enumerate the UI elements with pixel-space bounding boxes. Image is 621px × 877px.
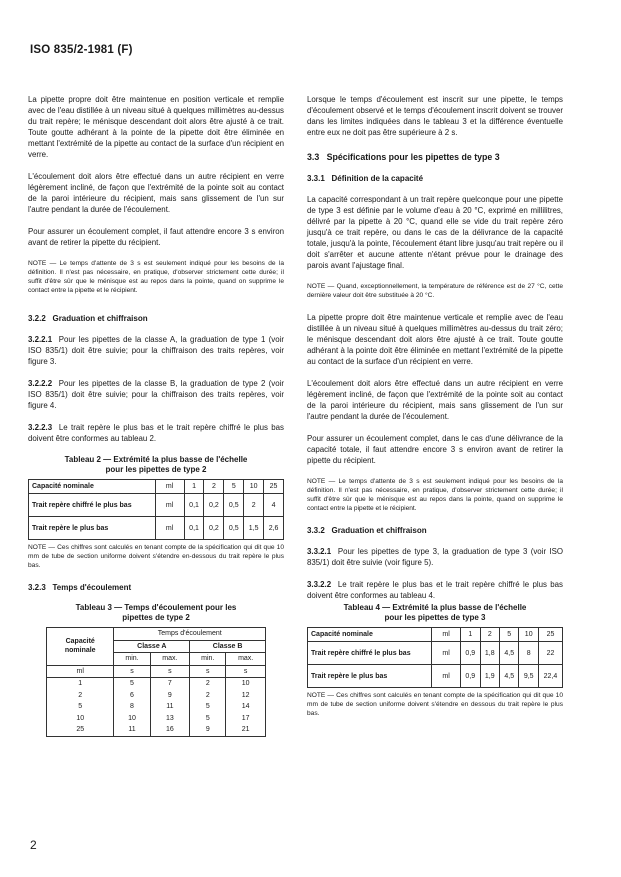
- table-cell: 4,5: [500, 642, 519, 665]
- unit-cell: s: [114, 665, 150, 678]
- table-cell: 0,5: [224, 517, 244, 540]
- clause-number: 3.2.2.1: [28, 335, 53, 344]
- clause-3-2-2-1: [28, 334, 284, 367]
- table-cell: 0,5: [224, 494, 244, 517]
- table-3-caption: [28, 603, 284, 623]
- paragraph: Pour assurer un écoulement complet, dans le cas d'une délivrance de la capacité totale, il faut attendre encore 3 s environ avant de retirer la pipette du récipient.: [307, 434, 563, 465]
- section-number: 3.2.3: [28, 583, 46, 592]
- section-heading-3-3: [307, 152, 563, 163]
- table-cell: 1: [184, 480, 204, 494]
- table-cell: 5: [47, 701, 114, 713]
- clause-number: 3.3.2.1: [307, 547, 332, 556]
- left-column: [28, 94, 284, 737]
- table-cell: 0,2: [204, 517, 224, 540]
- note: NOTE — Ces chiffres sont calculés en tenant compte de la spécification qui dit que 10 mm de tube de section uniforme doivent s'étendre en dessous du trait repère le plus bas.: [307, 692, 563, 717]
- row-label: Trait repère le plus bas: [29, 517, 156, 540]
- table-cell: 2: [244, 494, 264, 517]
- right-column: [307, 94, 563, 730]
- table-cell: 11: [114, 724, 150, 736]
- table-cell: 25: [47, 724, 114, 736]
- table-cell: 17: [226, 713, 266, 725]
- clause-3-2-2-3: [28, 422, 284, 444]
- caption-line: Tableau 4 — Extrémité la plus basse de l'échelle: [343, 603, 527, 612]
- section-number: 3.3.2: [307, 526, 325, 535]
- table-cell: 0,9: [461, 642, 480, 665]
- class-b-header: Classe B: [190, 640, 266, 653]
- unit-cell: s: [226, 665, 266, 678]
- clause-3-2-2-2: [28, 378, 284, 411]
- table-cell: 21: [226, 724, 266, 736]
- unit-cell: ml: [432, 642, 461, 665]
- table-cell: 10: [47, 713, 114, 725]
- section-number: 3.3.1: [307, 174, 325, 183]
- table-4: [307, 627, 563, 688]
- min-header: min.: [114, 653, 150, 666]
- unit-cell: ml: [432, 665, 461, 688]
- max-header: max.: [226, 653, 266, 666]
- section-title: Graduation et chiffraison: [331, 526, 427, 535]
- unit-cell: ml: [155, 494, 184, 517]
- caption-line: Tableau 3 — Temps d'écoulement pour les: [75, 603, 237, 612]
- caption-line: pour les pipettes de type 2: [105, 465, 207, 474]
- clause-number: 3.2.2.3: [28, 423, 53, 432]
- table-cell: 1,8: [480, 642, 499, 665]
- document-header: ISO 835/2-1981 (F): [30, 44, 133, 56]
- table-cell: 0,1: [184, 517, 204, 540]
- table-cell: 8: [114, 701, 150, 713]
- clause-text: Pour les pipettes de la classe B, la graduation de type 2 (voir ISO 835/1) doit être suivie; pour la chiffraison des traits repères, voir figure 4.: [28, 379, 284, 410]
- table-cell: 6: [114, 690, 150, 702]
- table-cell: 5: [500, 628, 519, 642]
- caption-line: pipettes de type 2: [122, 613, 190, 622]
- table-cell: 1: [47, 678, 114, 690]
- row-label: Capacité nominale: [29, 480, 156, 494]
- section-number: 3.2.2: [28, 314, 46, 323]
- unit-cell: s: [150, 665, 190, 678]
- table-cell: 0,1: [184, 494, 204, 517]
- table-cell: 2: [47, 690, 114, 702]
- paragraph: La capacité correspondant à un trait repère quelconque pour une pipette de type 3 est définie par le volume d'eau à 20 °C, exprimé en millilitres, délivré par la pipette à 20 °C, quand elle se vide du trait repère zéro jusqu'à ce trait repère, ou dans le cas de la délivrance de la capacité totale, jusqu'à la pointe, l'écoulement étant libre jusqu'au trait repère ou il doit s'arrêter et aucune attente n'étant prévue pour le drainage des parois avant l'ajustage final.: [307, 195, 563, 270]
- paragraph: La pipette propre doit être maintenue verticale et remplie avec de l'eau distillée à un niveau situé à quelques millimètres au-dessus du trait zéro; le ménisque descendant doit alors être ajusté à ce trait. Toute goutte adhérant à la pointe doit être éliminée en mettant l'extrémité de la pipette au contact de la surface d'un récipient en verre.: [307, 313, 563, 366]
- page-number: 2: [30, 838, 37, 852]
- unit-cell: ml: [47, 665, 114, 678]
- clause-text: Pour les pipettes de la classe A, la graduation de type 1 (voir ISO 835/1) doit être suivie; pour la chiffraison des traits repères, voir figure 3.: [28, 335, 285, 366]
- min-header: min.: [190, 653, 226, 666]
- table-cell: 7: [150, 678, 190, 690]
- clause-text: Pour les pipettes de type 3, la graduation de type 3 (voir ISO 835/1) doit être suivie (voir figure 5).: [307, 547, 564, 567]
- clause-number: 3.2.2.2: [28, 379, 53, 388]
- note: NOTE — Ces chiffres sont calculés en tenant compte de la spécification qui dit que 10 mm de tube de section uniforme doivent s'étendre en-dessous du trait repère le plus bas.: [28, 544, 284, 569]
- table-cell: 14: [226, 701, 266, 713]
- table-cell: 5: [114, 678, 150, 690]
- paragraph: La pipette propre doit être maintenue en position verticale et remplie avec de l'eau distillée à un niveau situé à quelques millimètres au-dessus du trait repère; le ménisque descendant doit alors être ajusté à ce trait. Toute goutte adhérant à la pointe de la pipette doit être éliminée en mettant l'extrémité de la pipette au contact de la surface d'un récipient en verre.: [28, 95, 284, 159]
- table-cell: 10: [226, 678, 266, 690]
- table-3: [46, 627, 266, 737]
- paragraph: L'écoulement doit alors être effectué dans un autre récipient en verre légèrement incliné, de façon que l'extrémité de la pointe soit au contact de la paroi intérieure du récipient, mais sans glissement de l'un sur l'autre pendant la durée de l'écoulement.: [307, 379, 563, 421]
- caption-line: pour les pipettes de type 3: [384, 613, 486, 622]
- table-cell: 16: [150, 724, 190, 736]
- group-header: Temps d'écoulement: [114, 628, 266, 641]
- section-title: Graduation et chiffraison: [52, 314, 148, 323]
- clause-text: Le trait repère le plus bas et le trait repère chiffré le plus bas doivent être conformes au tableau 4.: [307, 580, 564, 600]
- unit-cell: ml: [155, 480, 184, 494]
- class-a-header: Classe A: [114, 640, 190, 653]
- table-cell: 8: [519, 642, 538, 665]
- table-cell: 2: [480, 628, 499, 642]
- table-cell: 0,9: [461, 665, 480, 688]
- table-cell: 9: [150, 690, 190, 702]
- table-cell: 13: [150, 713, 190, 725]
- unit-cell: ml: [155, 517, 184, 540]
- table-cell: 25: [538, 628, 562, 642]
- note: NOTE — Le temps d'attente de 3 s est seulement indiqué pour les besoins de la définition. Il n'est pas nécessaire, en pratique, d'observer strictement cette durée; il suffit d'être sûr que le ménisque est au repos dans la pointe, quand on supprime le contact entre la pipette et le récipient.: [307, 478, 563, 512]
- section-title: Spécifications pour les pipettes de type 3: [326, 152, 500, 162]
- clause-3-3-2-2: [307, 579, 563, 601]
- section-number: 3.3: [307, 152, 320, 162]
- section-heading-3-2-3: [28, 582, 284, 593]
- row-label: Trait repère le plus bas: [308, 665, 432, 688]
- paragraph: Lorsque le temps d'écoulement est inscrit sur une pipette, le temps d'écoulement observé et le temps d'écoulement inscrit doivent se trouver dans les limites indiquées dans le tableau 3 et la différence éventuelle entre eux ne doit pas être supérieure à 2 s.: [307, 95, 563, 137]
- table-cell: 4: [264, 494, 284, 517]
- clause-3-3-2-1: [307, 546, 563, 568]
- header-line: Capacité: [65, 637, 95, 645]
- clause-text: Le trait repère le plus bas et le trait repère chiffré le plus bas doivent être conformes au tableau 2.: [28, 423, 285, 443]
- table-2-caption: [28, 455, 284, 475]
- header-line: nominale: [64, 647, 96, 655]
- table-cell: 5: [190, 713, 226, 725]
- table-cell: 1: [461, 628, 480, 642]
- table-cell: 5: [190, 701, 226, 713]
- table-cell: 9,5: [519, 665, 538, 688]
- note: NOTE — Quand, exceptionnellement, la température de référence est de 27 °C, cette dernière valeur doit être substituée à 20 °C.: [307, 283, 563, 299]
- capacity-header: [47, 628, 114, 666]
- table-2: [28, 479, 284, 540]
- unit-cell: ml: [432, 628, 461, 642]
- section-title: Définition de la capacité: [331, 174, 424, 183]
- table-cell: 22,4: [538, 665, 562, 688]
- table-cell: 4,5: [500, 665, 519, 688]
- table-cell: 9: [190, 724, 226, 736]
- table-cell: 10: [519, 628, 538, 642]
- table-cell: 25: [264, 480, 284, 494]
- section-heading-3-3-2: [307, 525, 563, 536]
- table-cell: 2,6: [264, 517, 284, 540]
- paragraph: L'écoulement doit alors être effectué dans un autre récipient en verre légèrement incliné, de façon que l'extrémité de la pointe soit au contact de la paroi intérieure du récipient, mais sans glissement de l'un sur l'autre pendant la durée de l'écoulement.: [28, 172, 284, 214]
- note: NOTE — Le temps d'attente de 3 s est seulement indiqué pour les besoins de la définition. Il n'est pas nécessaire, en pratique, d'observer strictement cette durée; il suffit d'être sûr que le ménisque est au repos dans la pointe, quand on supprime le contact entre la pipette et le récipient.: [28, 260, 284, 294]
- table-cell: 12: [226, 690, 266, 702]
- row-label: Capacité nominale: [308, 628, 432, 642]
- table-cell: 1,5: [244, 517, 264, 540]
- table-cell: 2: [190, 690, 226, 702]
- section-heading-3-2-2: [28, 313, 284, 324]
- row-label: Trait repère chiffré le plus bas: [29, 494, 156, 517]
- table-cell: 10: [244, 480, 264, 494]
- unit-cell: s: [190, 665, 226, 678]
- table-cell: 2: [204, 480, 224, 494]
- table-cell: 5: [224, 480, 244, 494]
- table-cell: 2: [190, 678, 226, 690]
- table-cell: 0,2: [204, 494, 224, 517]
- table-cell: 11: [150, 701, 190, 713]
- section-heading-3-3-1: [307, 173, 563, 184]
- table-cell: 10: [114, 713, 150, 725]
- table-cell: 1,9: [480, 665, 499, 688]
- clause-number: 3.3.2.2: [307, 580, 332, 589]
- row-label: Trait repère chiffré le plus bas: [308, 642, 432, 665]
- section-title: Temps d'écoulement: [52, 583, 132, 592]
- table-4-caption: [307, 603, 563, 623]
- caption-line: Tableau 2 — Extrémité la plus basse de l'échelle: [64, 455, 248, 464]
- table-cell: 22: [538, 642, 562, 665]
- paragraph: Pour assurer un écoulement complet, il faut attendre encore 3 s environ avant de retirer la pipette du récipient.: [28, 227, 284, 247]
- max-header: max.: [150, 653, 190, 666]
